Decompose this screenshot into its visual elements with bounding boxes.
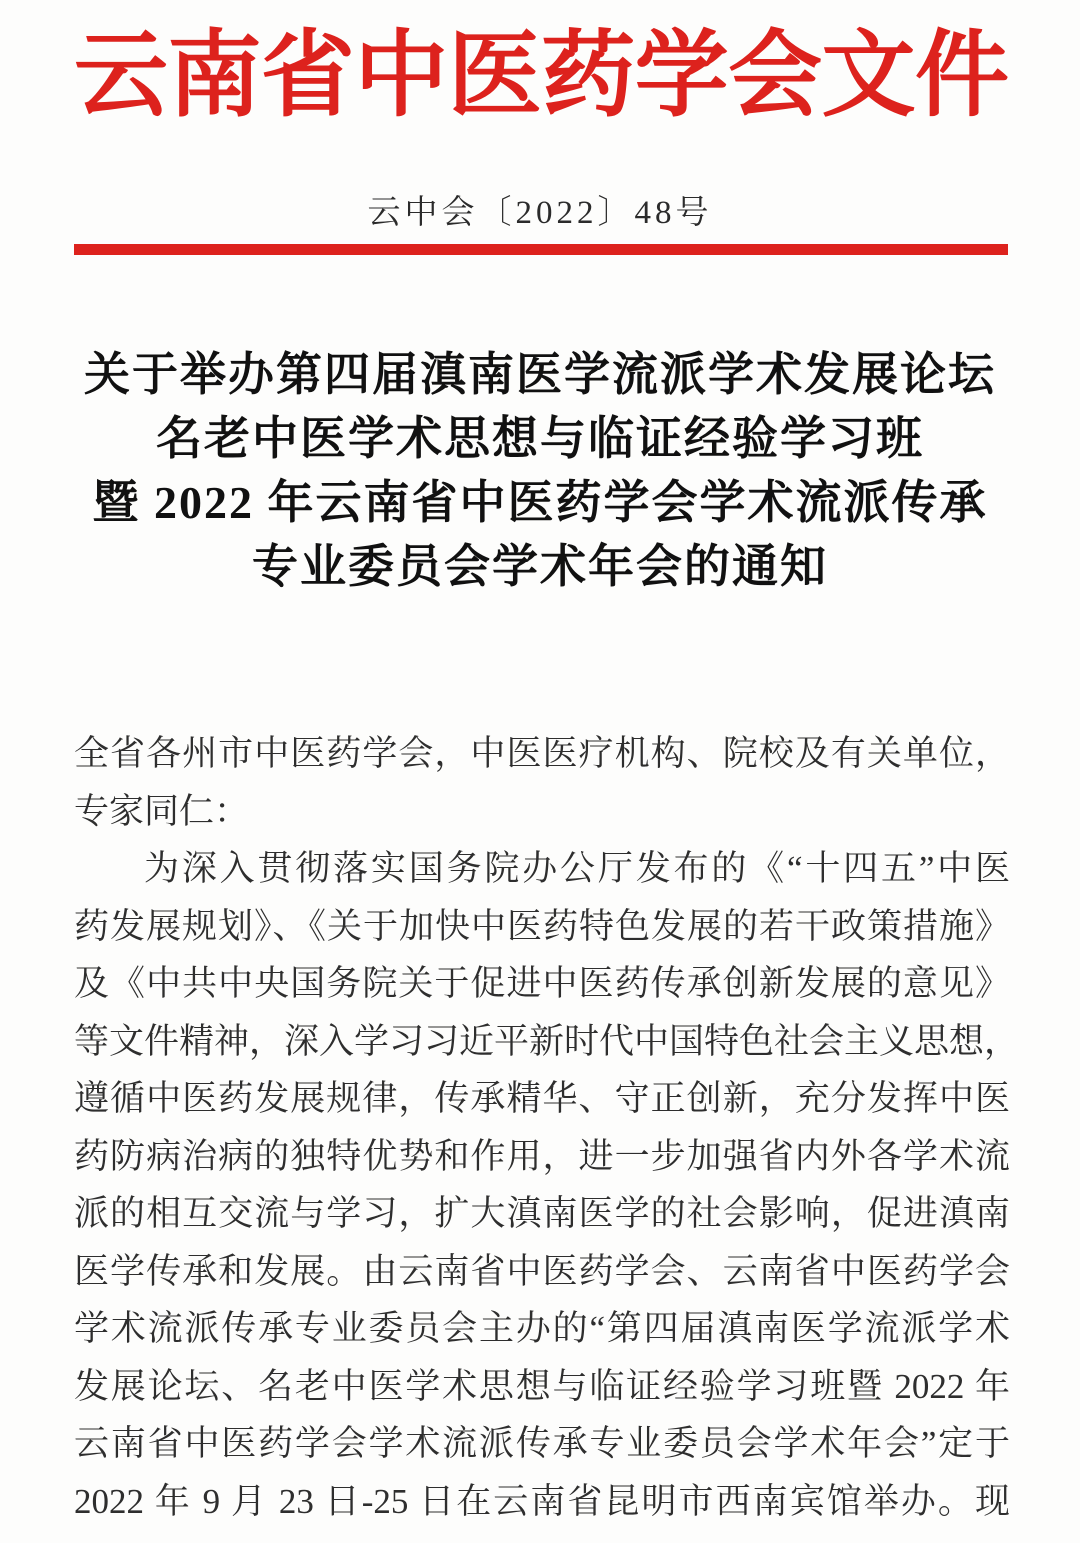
body-line: 全省各州市中医药学会，中医医疗机构、院校及有关单位， (74, 734, 1010, 773)
notice-title-line: 暨 2022 年云南省中医药学会学术流派传承 (92, 477, 988, 528)
body-line: 等文件精神，深入学习习近平新时代中国特色社会主义思想， (74, 1021, 1020, 1061)
body-line: 药发展规划》、《关于加快中医药特色发展的若干政策措施》 (74, 906, 1010, 946)
body-line: 医学传承和发展。由云南省中医药学会、云南省中医药学会 (74, 1251, 1010, 1291)
notice-title-line: 专业委员会学术年会的通知 (252, 541, 828, 592)
body-line: 学术流派传承专业委员会主办的“第四届滇南医学流派学术 (74, 1309, 1010, 1348)
red-divider-line (74, 244, 1008, 255)
body-line: 发展论坛、名老中医学术思想与临证经验学习班暨 2022 年 (74, 1366, 1010, 1406)
body-line: 专家同仁： (74, 791, 250, 831)
org-title-red-header: 云南省中医药学会文件 (74, 24, 1008, 128)
body-line: 派的相互交流与学习，扩大滇南医学的社会影响，促进滇南 (74, 1194, 1010, 1233)
notice-title (40, 343, 1040, 599)
body-line: 及《中共中央国务院关于促进中医药传承创新发展的意见》 (74, 964, 1010, 1003)
body-line: 药防病治病的独特优势和作用，进一步加强省内外各学术流 (74, 1136, 1010, 1176)
notice-title-line: 名老中医学术思想与临证经验学习班 (156, 413, 924, 464)
notice-body (74, 725, 1020, 1530)
body-line: 云南省中医药学会学术流派传承专业委员会学术年会”定于 (74, 1424, 1010, 1463)
notice-title-line: 关于举办第四届滇南医学流派学术发展论坛 (84, 349, 996, 400)
doc-number: 云中会〔2022〕48号 (367, 195, 713, 231)
body-line: 为深入贯彻落实国务院办公厅发布的《“十四五”中医 (144, 849, 1010, 888)
body-line: 2022 年 9 月 23 日-25 日在云南省昆明市西南宾馆举办。现 (74, 1481, 1010, 1521)
body-line: 遵循中医药发展规律，传承精华、守正创新，充分发挥中医 (74, 1079, 1010, 1118)
